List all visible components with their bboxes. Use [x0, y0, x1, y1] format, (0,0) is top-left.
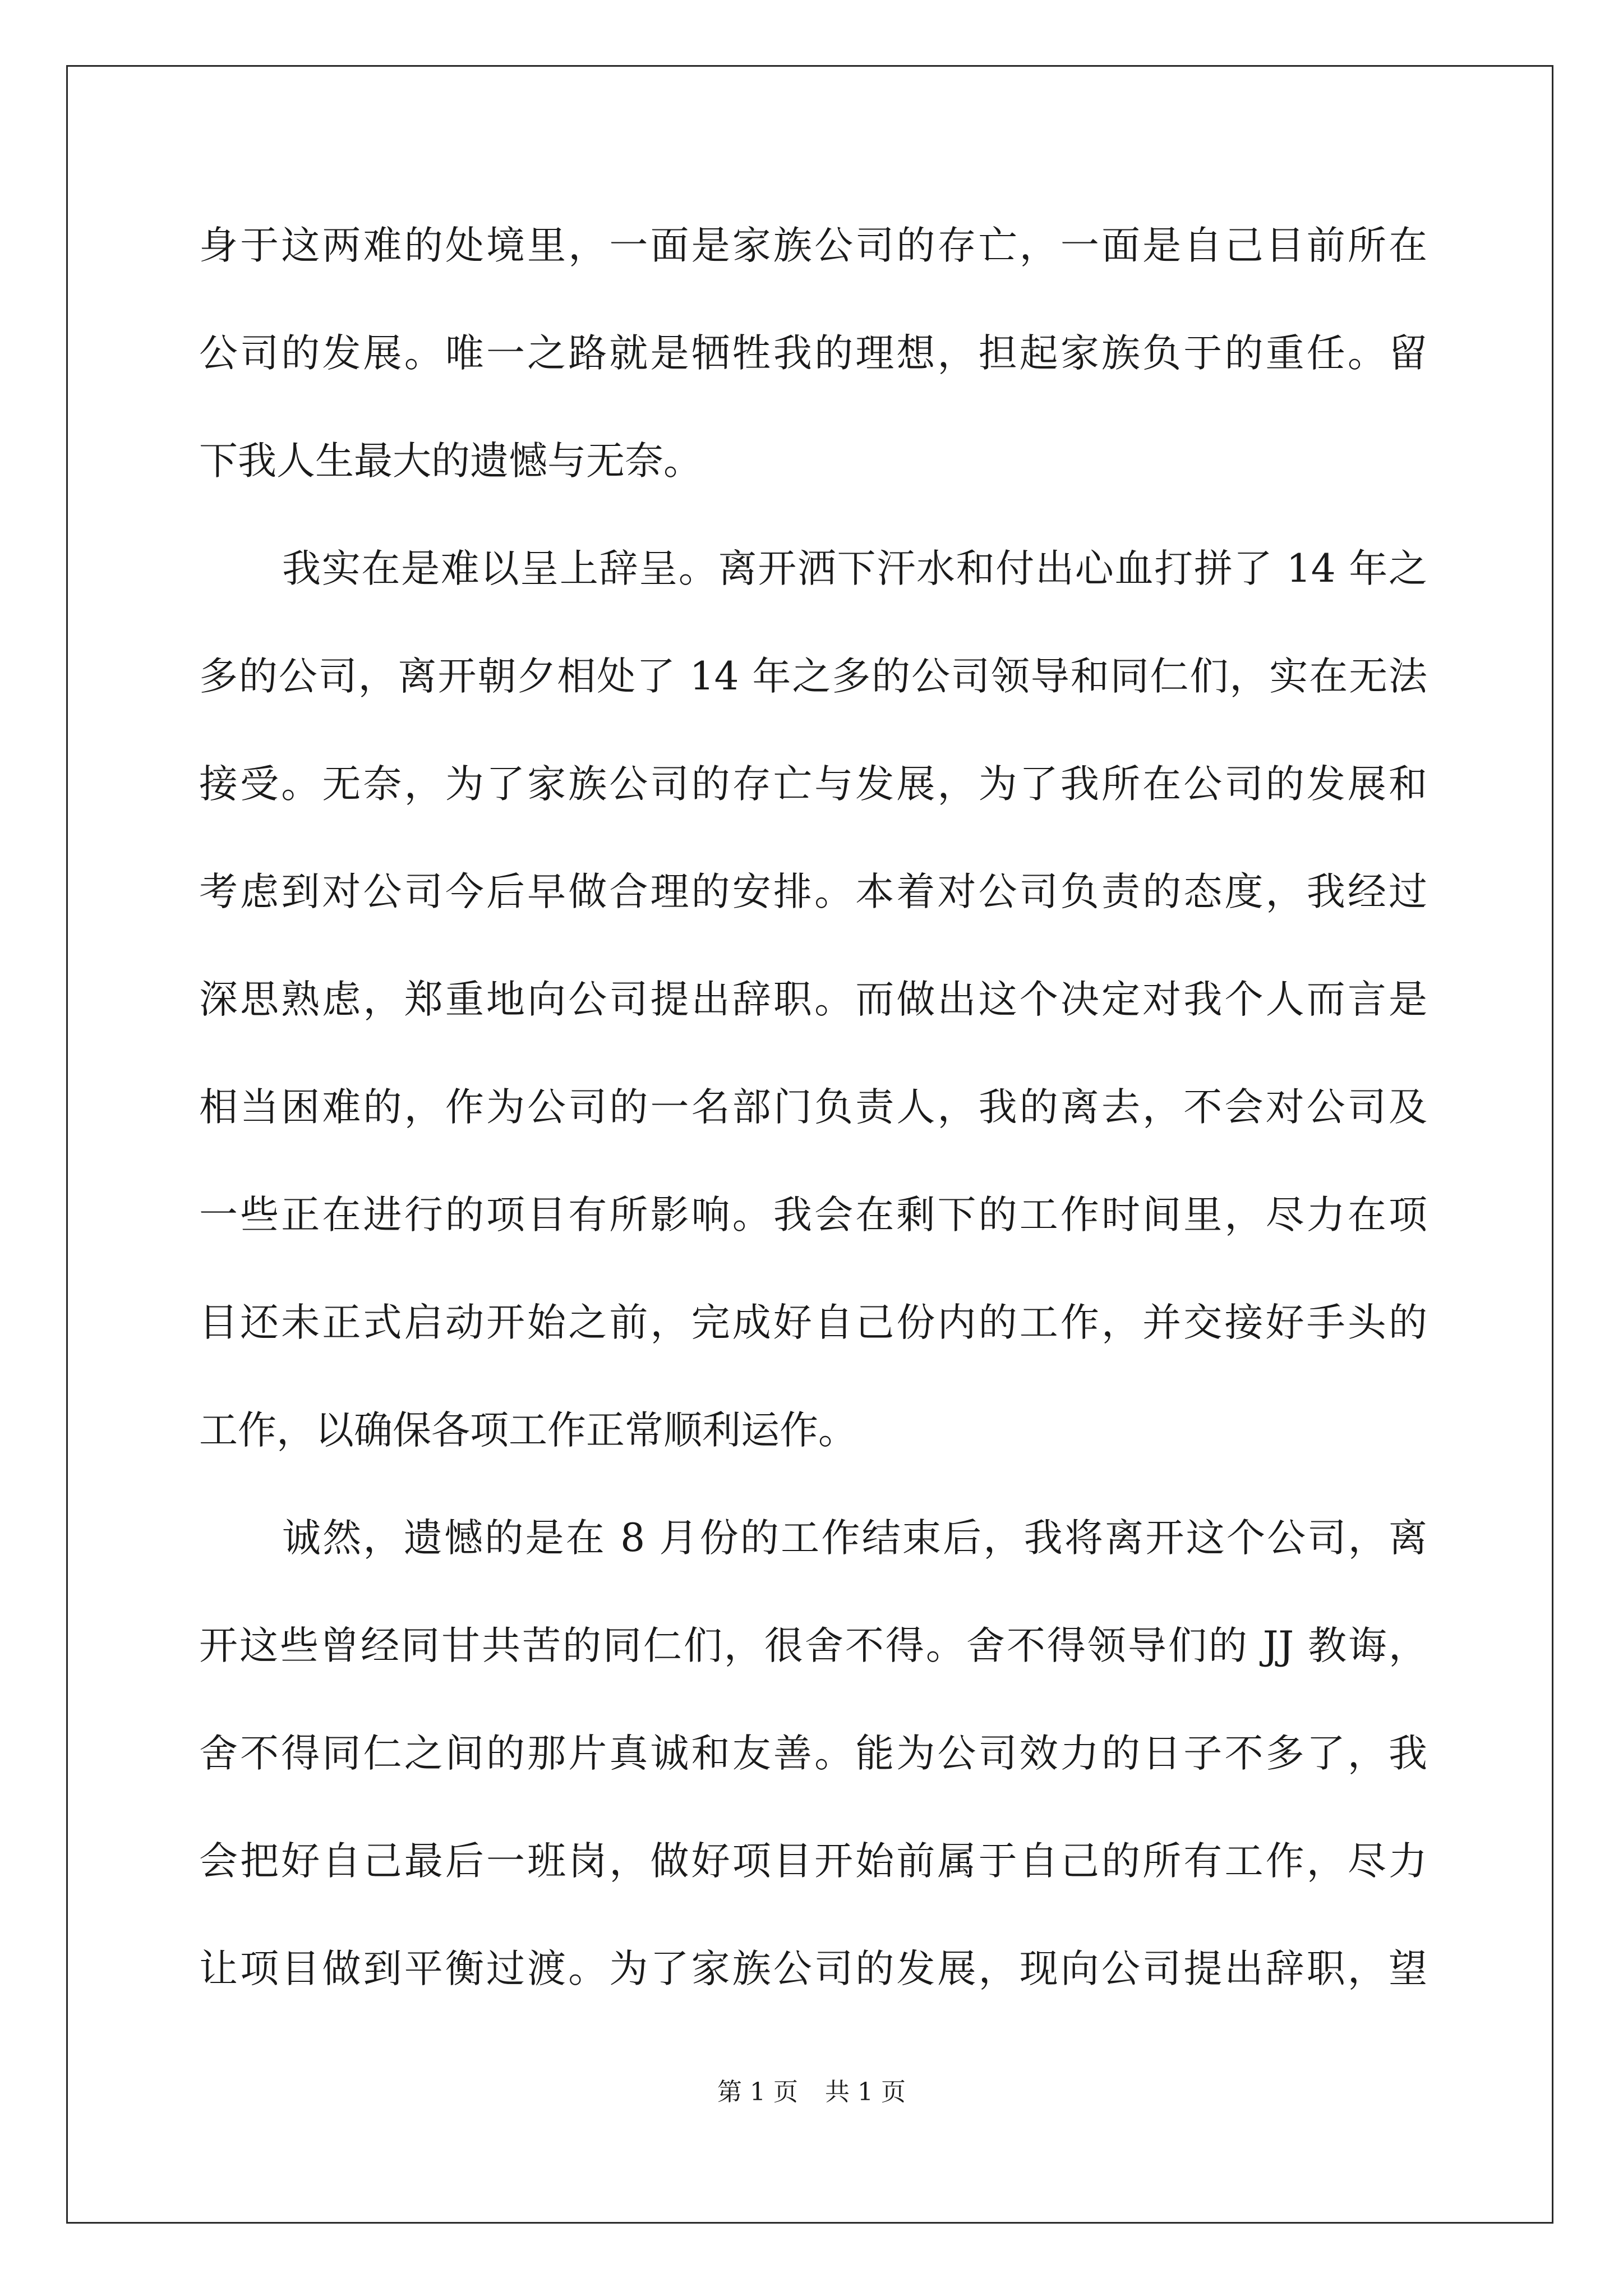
page-number-total: 共 1 页 [825, 2078, 906, 2106]
text-line: 一些正在进行的项目有所影响。我会在剩下的工作时间里，尽力在项 [199, 1193, 1427, 1237]
page-border [66, 65, 1553, 2224]
page-number-current: 第 1 页 [717, 2078, 798, 2106]
text-line: 开这些曾经同甘共苦的同仁们，很舍不得。舍不得领导们的 JJ 教诲， [199, 1623, 1427, 1668]
text-line: 深思熟虑，郑重地向公司提出辞职。而做出这个决定对我个人而言是 [199, 977, 1427, 1022]
text-line: 目还未正式启动开始之前，完成好自己份内的工作，并交接好手头的 [199, 1300, 1427, 1345]
text-line: 考虑到对公司今后早做合理的安排。本着对公司负责的态度，我经过 [199, 869, 1427, 914]
text-line: 身于这两难的处境里，一面是家族公司的存亡，一面是自己目前所在 [199, 223, 1427, 268]
text-line: 工作，以确保各项工作正常顺利运作。 [199, 1408, 857, 1453]
text-line: 相当困难的，作为公司的一名部门负责人，我的离去，不会对公司及 [199, 1085, 1427, 1130]
text-line: 会把好自己最后一班岗，做好项目开始前属于自己的所有工作，尽力 [199, 1839, 1427, 1884]
text-line: 公司的发展。唯一之路就是牺牲我的理想，担起家族负于的重任。留 [199, 331, 1427, 376]
text-line: 接受。无奈，为了家族公司的存亡与发展，为了我所在公司的发展和 [199, 762, 1427, 807]
text-line: 让项目做到平衡过渡。为了家族公司的发展，现向公司提出辞职，望 [199, 1947, 1427, 1991]
page-footer [0, 2076, 1623, 2109]
text-line: 舍不得同仁之间的那片真诚和友善。能为公司效力的日子不多了，我 [199, 1731, 1427, 1776]
text-line: 多的公司，离开朝夕相处了 14 年之多的公司领导和同仁们，实在无法 [199, 654, 1427, 699]
text-line: 下我人生最大的遗憾与无奈。 [199, 439, 702, 484]
text-line: 诚然，遗憾的是在 8 月份的工作结束后，我将离开这个公司，离 [282, 1516, 1427, 1561]
text-line: 我实在是难以呈上辞呈。离开洒下汗水和付出心血打拼了 14 年之 [282, 546, 1427, 591]
